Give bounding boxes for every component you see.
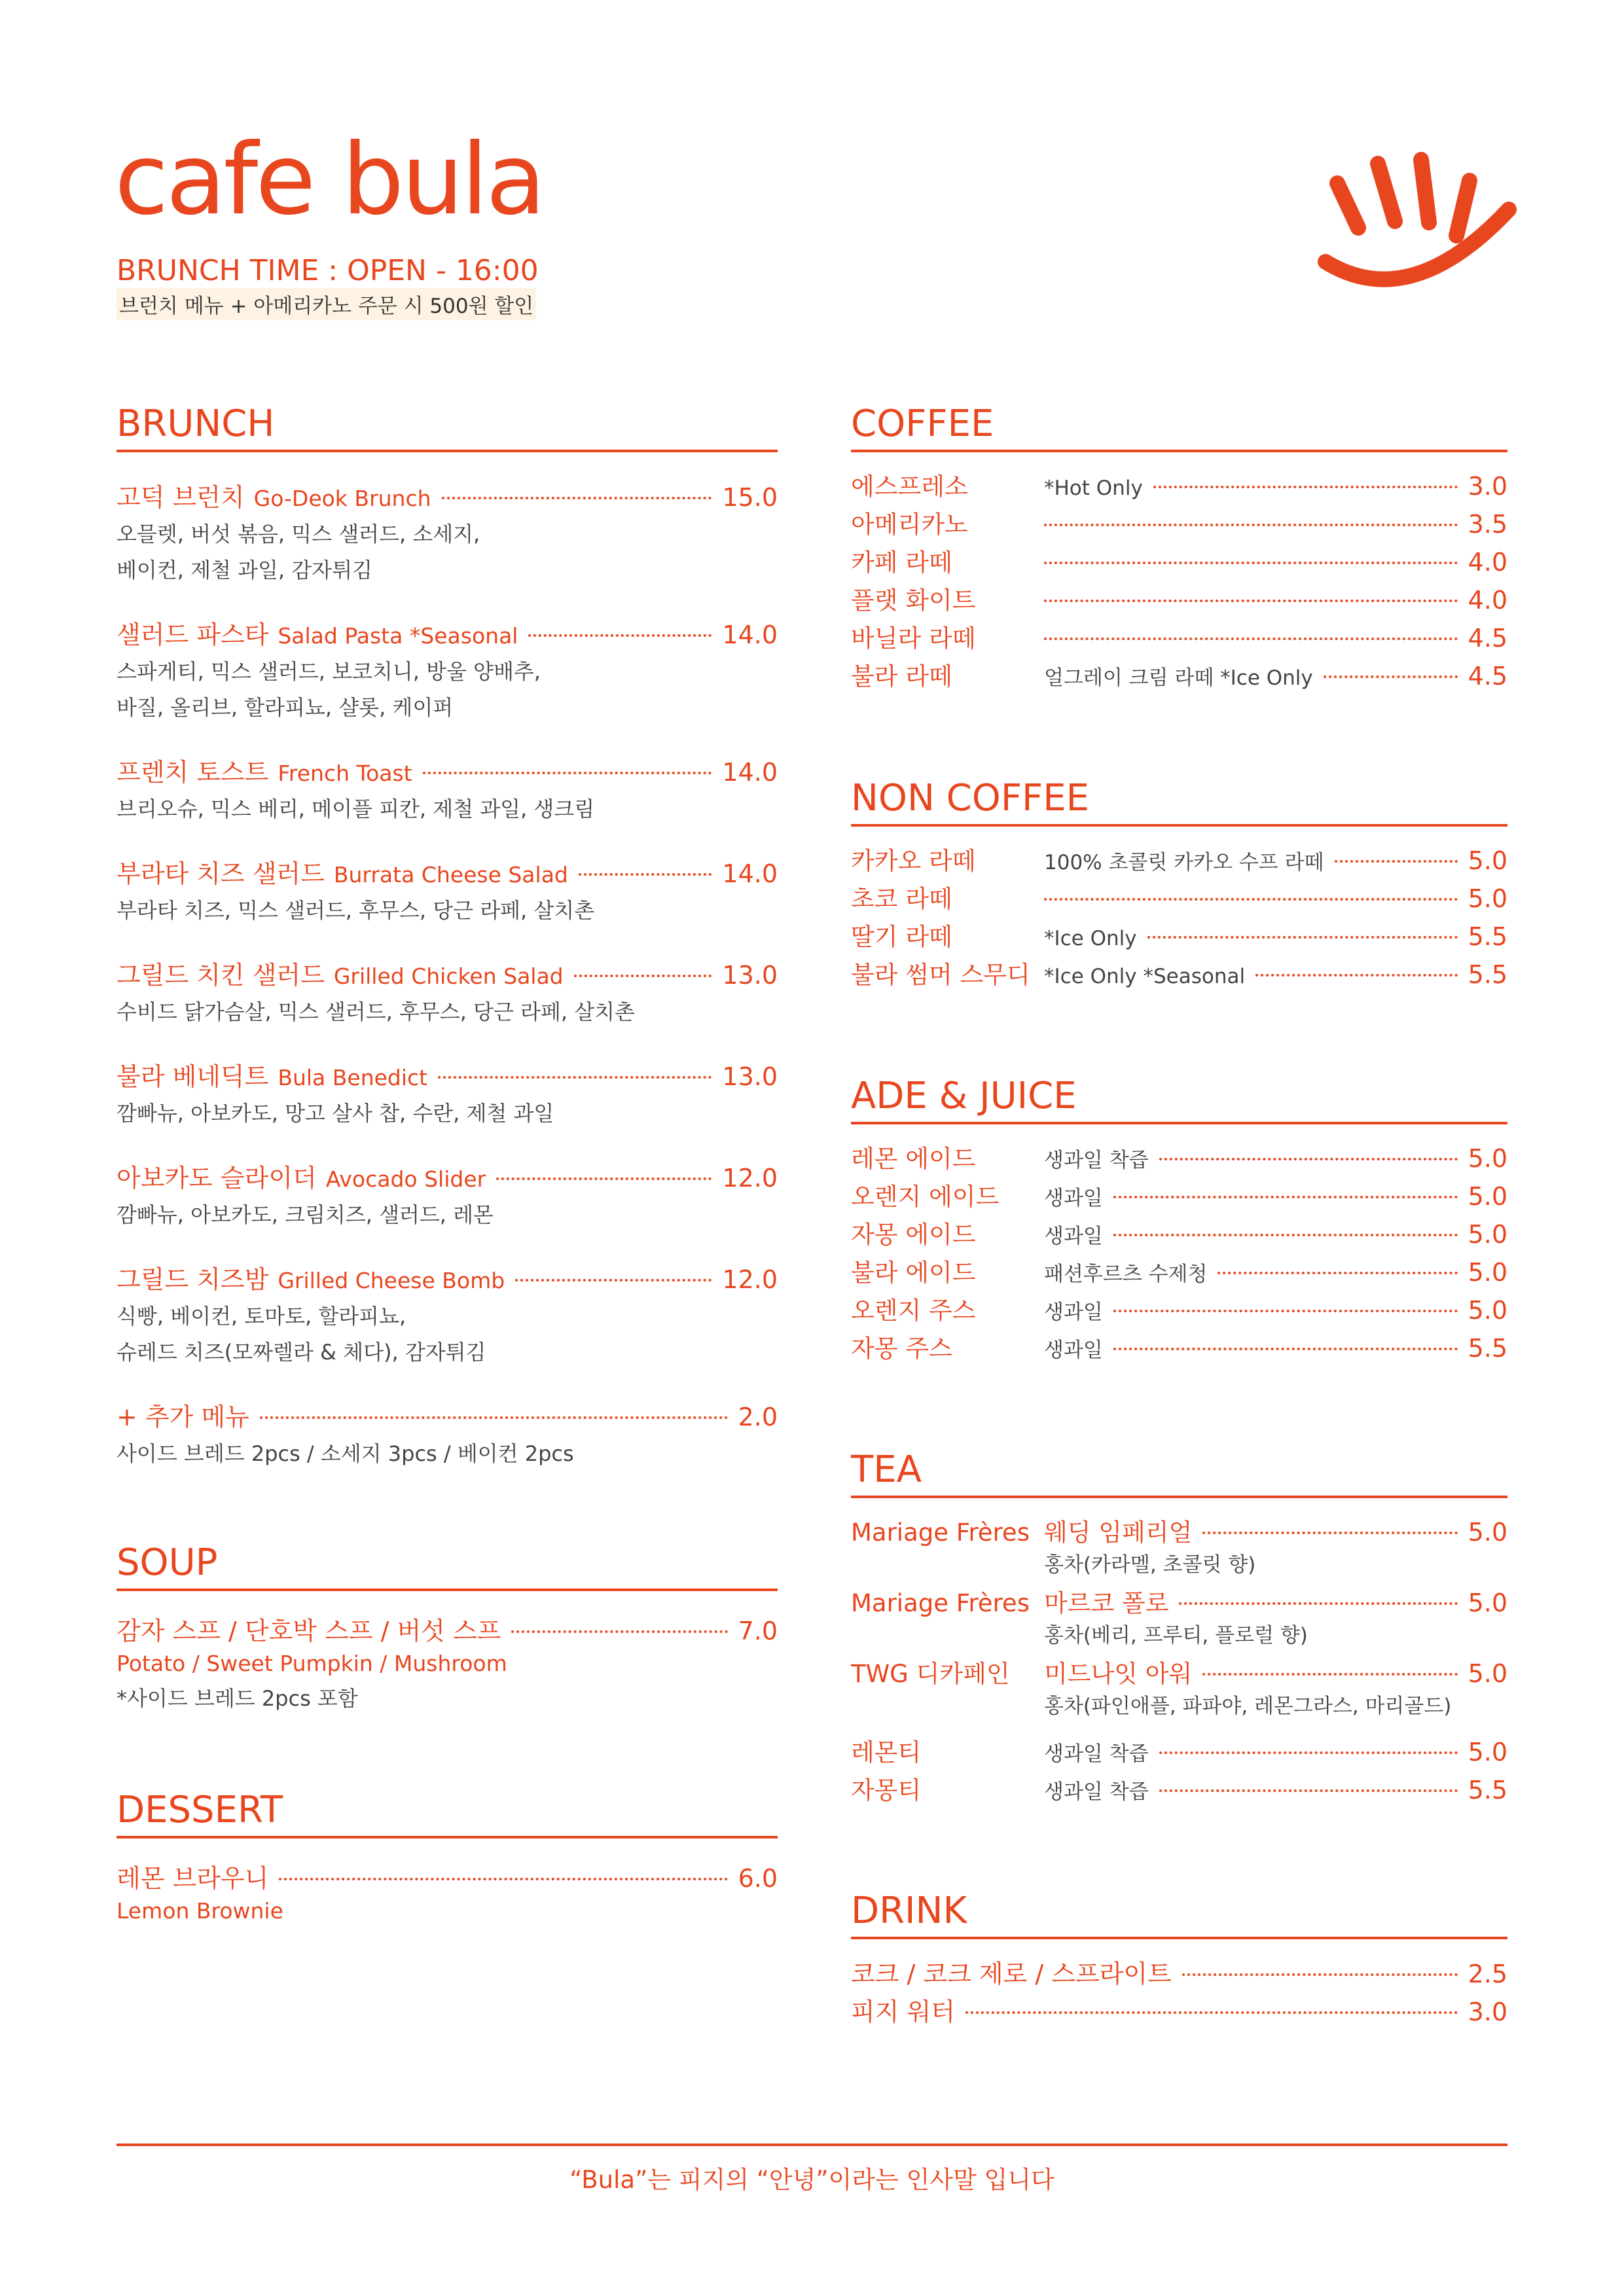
menu-item: 카페 라떼 4.0	[851, 548, 1507, 577]
soup-section	[117, 1541, 778, 1717]
menu-item: 불라 베네딕트 Bula Benedict 13.0 깜빠뉴, 아보카도, 망고 살사 찹, 수란, 제철 과일	[117, 1062, 778, 1126]
menu-item: 불라 에이드 패션후르츠 수제청 5.0	[851, 1258, 1507, 1287]
menu-item: 딸기 라떼 *Ice Only 5.5	[851, 922, 1507, 951]
drink-section	[851, 1890, 1507, 2030]
extra-menu-item: + 추가 메뉴 2.0 사이드 브레드 2pcs / 소세지 3pcs / 베이컨 2pcs	[117, 1403, 778, 1466]
brunch-section	[117, 403, 778, 1472]
footer-note: “Bula”는 피지의 “안녕”이라는 인사말 입니다	[569, 2166, 1055, 2194]
menu-item: TWG 디카페인 미드나잇 아워 5.0 홍차(파인애플, 파파야, 레몬그라스, 마리골드)	[851, 1659, 1507, 1718]
menu-item: 자몽 주스 생과일 5.5	[851, 1334, 1507, 1363]
section-title-ade-juice: ADE & JUICE	[851, 1075, 1507, 1124]
section-title-tea: TEA	[851, 1448, 1507, 1498]
menu-item: 에스프레소 *Hot Only 3.0	[851, 472, 1507, 501]
menu-item: 레몬 에이드 생과일 착즙 5.0	[851, 1144, 1507, 1173]
menu-item: 레몬티 생과일 착즙 5.0	[851, 1738, 1507, 1767]
section-title-non-coffee: NON COFFEE	[851, 777, 1507, 827]
menu-item: 자몽티 생과일 착즙 5.5	[851, 1776, 1507, 1804]
menu-item: 프렌치 토스트 French Toast 14.0 브리오슈, 믹스 베리, 메이플 피칸, 제철 과일, 생크림	[117, 758, 778, 821]
section-title-coffee: COFFEE	[851, 403, 1507, 452]
menu-item: 부라타 치즈 샐러드 Burrata Cheese Salad 14.0 부라타 치즈, 믹스 샐러드, 후무스, 당근 라페, 살치촌	[117, 859, 778, 923]
ade-juice-section	[851, 1075, 1507, 1367]
menu-item: 아보카도 슬라이더 Avocado Slider 12.0 깜빠뉴, 아보카도, 크림치즈, 샐러드, 레몬	[117, 1164, 778, 1227]
brunch-time: BRUNCH TIME : OPEN - 16:00	[117, 254, 539, 287]
waving-hand-icon	[1312, 151, 1528, 321]
menu-item: Mariage Frères 웨딩 임페리얼 5.0 홍차(카라멜, 초콜릿 향)	[851, 1518, 1507, 1577]
tea-section	[851, 1448, 1507, 1808]
menu-item: 레몬 브라우니 6.0 Lemon Brownie	[117, 1864, 778, 1924]
cafe-logo: cafe bula	[115, 123, 544, 237]
menu-item: Mariage Frères 마르코 폴로 5.0 홍차(베리, 프루티, 플로럴 향)	[851, 1588, 1507, 1647]
menu-item: 샐러드 파스타 Salad Pasta *Seasonal 14.0 스파게티, 믹스 샐러드, 보코치니, 방울 양배추, 바질, 올리브, 할라피뇨, 샬롯, 케이퍼	[117, 620, 778, 720]
menu-item: 그릴드 치즈밤 Grilled Cheese Bomb 12.0 식빵, 베이컨, 토마토, 할라피뇨, 슈레드 치즈(모짜렐라 & 체다), 감자튀김	[117, 1265, 778, 1365]
section-title-dessert: DESSERT	[117, 1789, 778, 1839]
section-title-soup: SOUP	[117, 1541, 778, 1591]
menu-item: 플랫 화이트 4.0	[851, 586, 1507, 615]
section-title-drink: DRINK	[851, 1890, 1507, 1939]
menu-item: 오렌지 주스 생과일 5.0	[851, 1296, 1507, 1325]
section-title-brunch: BRUNCH	[117, 403, 778, 452]
menu-item: 피지 워터 3.0	[851, 1998, 1507, 2026]
non-coffee-section	[851, 777, 1507, 993]
menu-item: 감자 스프 / 단호박 스프 / 버섯 스프 7.0 Potato / Sweet Pumpkin / Mushroom *사이드 브레드 2pcs 포함	[117, 1617, 778, 1711]
discount-note: 브런치 메뉴 + 아메리카노 주문 시 500원 할인	[117, 288, 536, 320]
coffee-section	[851, 403, 1507, 694]
menu-item: 그릴드 치킨 샐러드 Grilled Chicken Salad 13.0 수비드 닭가슴살, 믹스 샐러드, 후무스, 당근 라페, 살치촌	[117, 961, 778, 1024]
menu-item: 오렌지 에이드 생과일 5.0	[851, 1182, 1507, 1211]
menu-item: 아메리카노 3.5	[851, 510, 1507, 539]
menu-item: 카카오 라떼 100% 초콜릿 카카오 수프 라떼 5.0	[851, 846, 1507, 875]
menu-item: 코크 / 코크 제로 / 스프라이트 2.5	[851, 1960, 1507, 1988]
menu-item: 초코 라떼 5.0	[851, 884, 1507, 913]
menu-item: 불라 라떼 얼그레이 크림 라떼 *Ice Only 4.5	[851, 662, 1507, 691]
menu-item: 불라 썸머 스무디 *Ice Only *Seasonal 5.5	[851, 960, 1507, 989]
dessert-section	[117, 1789, 778, 1928]
footer-divider	[117, 2144, 1507, 2146]
menu-item: 고덕 브런치 Go-Deok Brunch 15.0 오믈렛, 버섯 볶음, 믹스 샐러드, 소세지, 베이컨, 제철 과일, 감자튀김	[117, 483, 778, 583]
menu-item: 자몽 에이드 생과일 5.0	[851, 1220, 1507, 1249]
menu-item: 바닐라 라떼 4.5	[851, 624, 1507, 653]
